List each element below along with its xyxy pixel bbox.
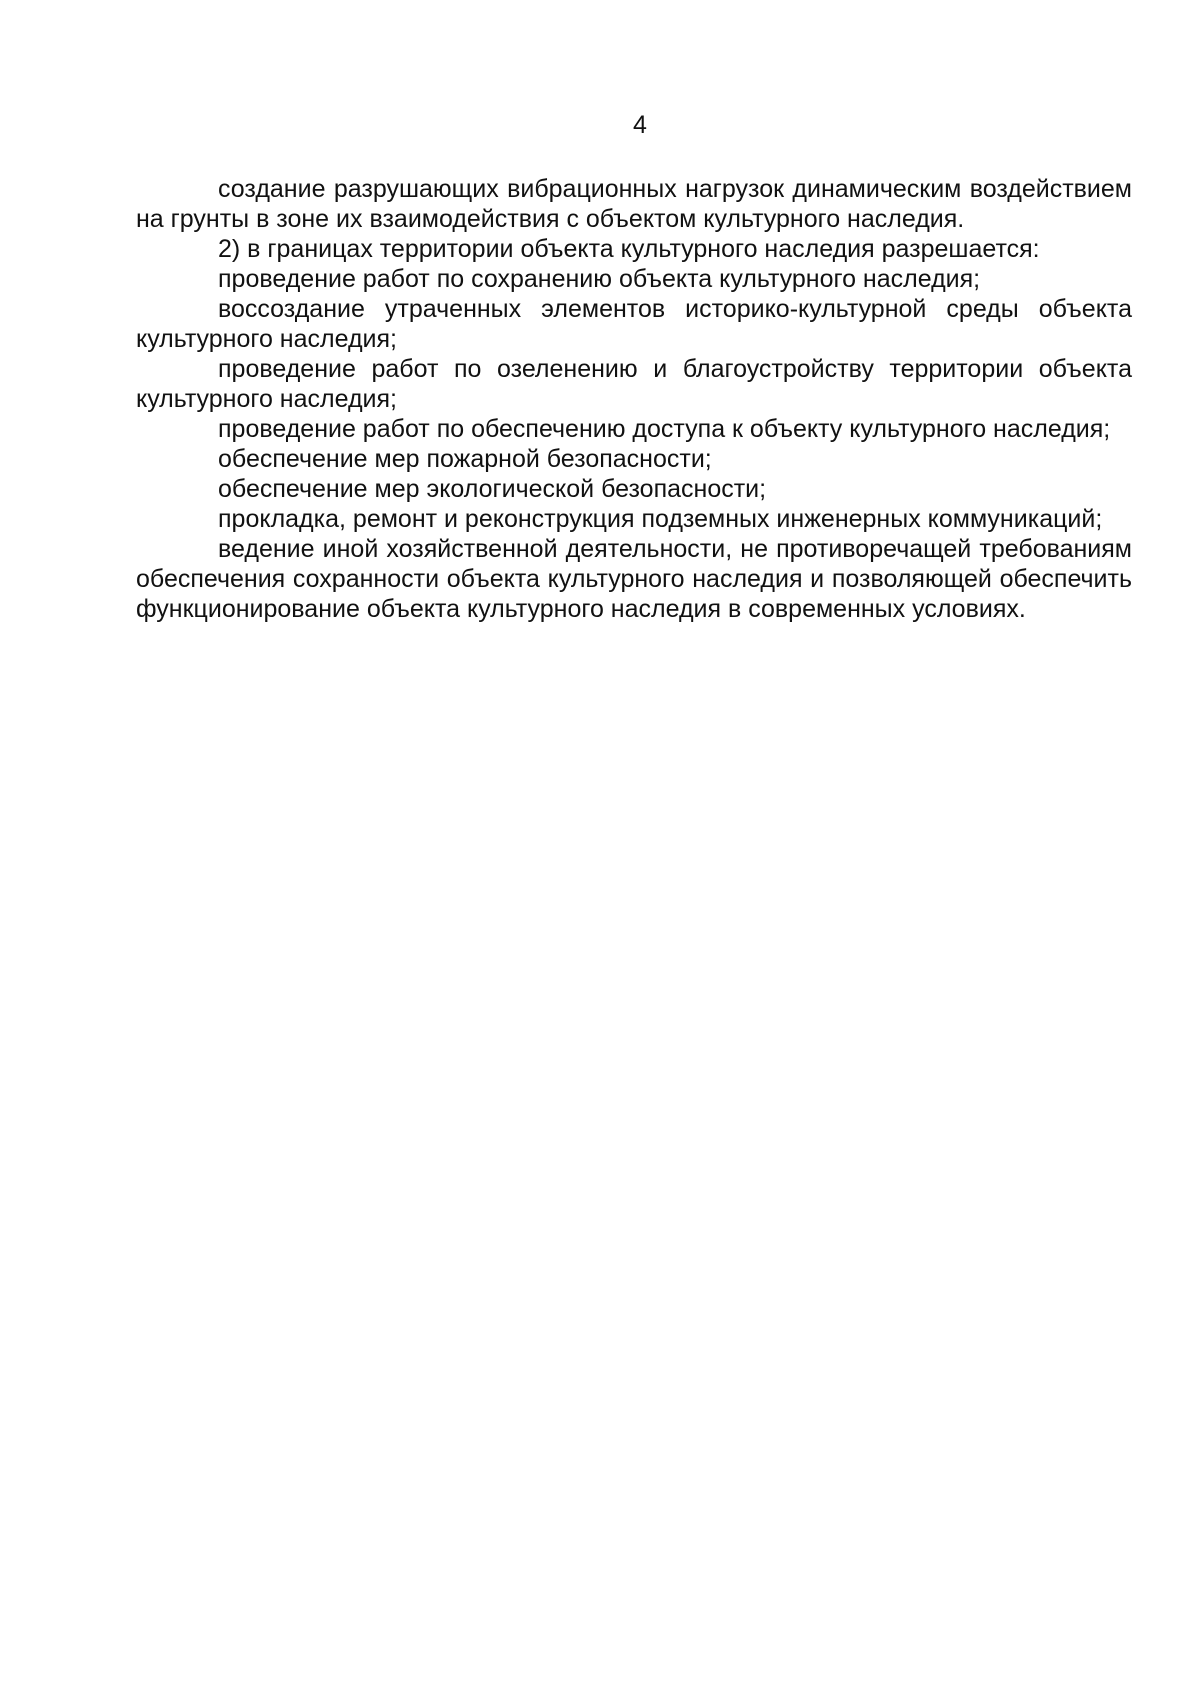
paragraph-permitted-heading: 2) в границах территории объекта культурного наследия разрешается: <box>218 235 1040 263</box>
document-body <box>136 174 1132 624</box>
paragraph-recreation-elements: воссоздание утраченных элементов историко-культурной среды объекта культурного наследия; <box>136 295 1132 353</box>
paragraph-fire-safety: обеспечение мер пожарной безопасности; <box>218 445 712 473</box>
paragraph-landscaping: проведение работ по озеленению и благоустройству территории объекта культурного наследия; <box>136 355 1132 413</box>
paragraph-access-works: проведение работ по обеспечению доступа к объекту культурного наследия; <box>218 415 1111 443</box>
paragraph-economic-activity: ведение иной хозяйственной деятельности, не противоречащей требованиям обеспечения сохранности объекта культурного наследия и позволяющей обеспечить функционирование объекта культурного наследия в современных условиях. <box>136 535 1132 623</box>
paragraph-vibration-loads: создание разрушающих вибрационных нагрузок динамическим воздействием на грунты в зоне их взаимодействия с объектом культурного наследия. <box>136 175 1132 233</box>
paragraph-preservation-works: проведение работ по сохранению объекта культурного наследия; <box>218 265 981 293</box>
page-number: 4 <box>633 111 647 139</box>
paragraph-underground-utilities: прокладка, ремонт и реконструкция подземных инженерных коммуникаций; <box>218 505 1103 533</box>
paragraph-ecological-safety: обеспечение мер экологической безопасности; <box>218 475 767 503</box>
